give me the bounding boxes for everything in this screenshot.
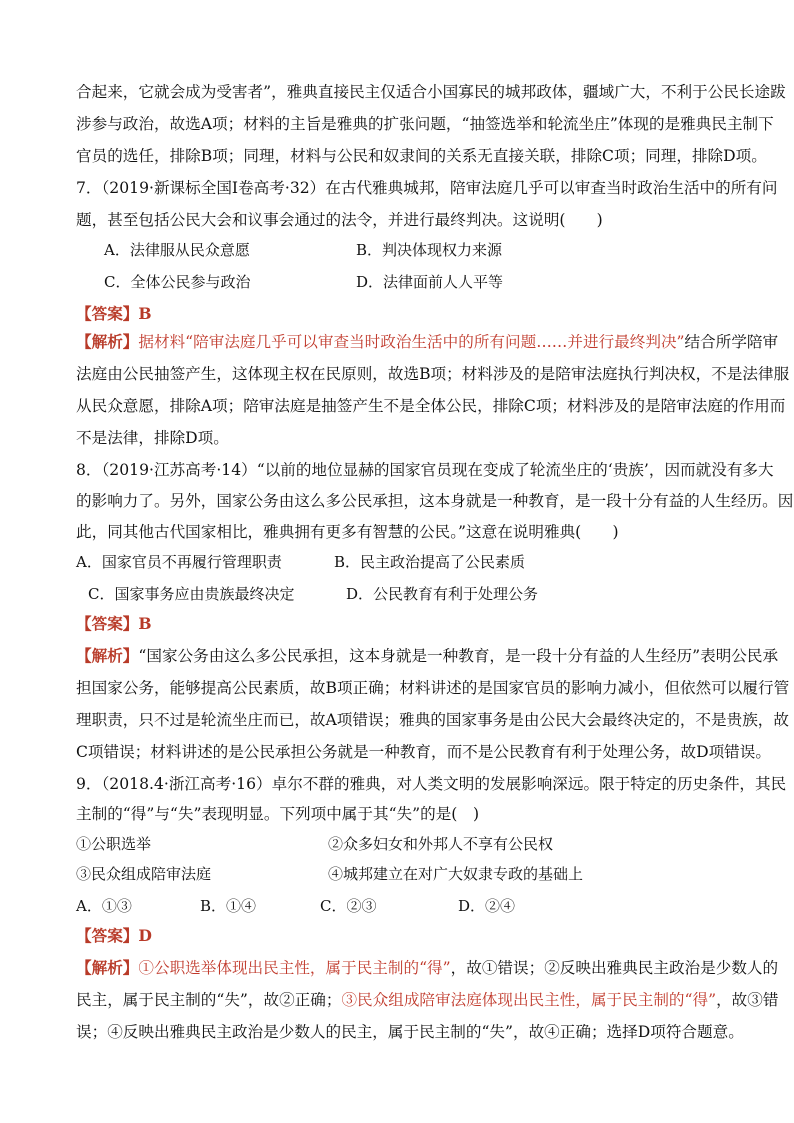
analysis-highlight: ③民众组成陪审法庭体现出民主性，属于民主制的“得” bbox=[341, 991, 717, 1009]
text-line: 合起来，它就会成为受害者”，雅典直接民主仅适合小国寡民的城邦政体，疆域广大，不利于公民长途跋 bbox=[76, 83, 786, 101]
analysis-text: ，故①错误；②反映出雅典民主政治是少数人的 bbox=[450, 959, 779, 977]
answer-value: D bbox=[138, 926, 152, 945]
analysis-line: C项错误；材料讲述的是公民承担公务就是一种教育，而不是公民教育有利于处理公务，故D项错误。 bbox=[76, 743, 771, 761]
question-8-stem: 此，同其他古代国家相比，雅典拥有更多有智慧的公民。”这意在说明雅典( ) bbox=[76, 523, 619, 541]
statement-item: ③民众组成陪审法庭 bbox=[76, 865, 212, 883]
analysis-line: 法庭由公民抽签产生，这体现主权在民原则，故选B项；材料涉及的是陪审法庭执行判决权，不是法律服 bbox=[76, 365, 790, 383]
answer-value: B bbox=[138, 304, 152, 323]
analysis-quote: 据材料“陪审法庭几乎可以审查当时政治生活中的所有问题……并进行最终判决” bbox=[138, 333, 685, 351]
statement-item: ④城邦建立在对广大奴隶专政的基础上 bbox=[328, 865, 584, 883]
analysis-line bbox=[76, 990, 778, 1010]
analysis-line bbox=[76, 646, 778, 666]
analysis-line bbox=[76, 332, 778, 352]
question-7-stem: 7．（2019·新课标全国Ⅰ卷高考·32）在古代雅典城邦，陪审法庭几乎可以审查当时政治生活中的所有问 bbox=[76, 179, 778, 197]
answer-line bbox=[76, 614, 152, 634]
statement-item: ①公职选举 bbox=[76, 835, 152, 853]
analysis-text: ，故③错 bbox=[716, 991, 779, 1009]
analysis-line bbox=[76, 958, 778, 978]
option-d: D．②④ bbox=[458, 897, 516, 915]
option-b: B．判决体现权力来源 bbox=[356, 241, 503, 259]
analysis-text: 结合所学陪审 bbox=[684, 333, 779, 351]
analysis-label: 【解析】 bbox=[76, 958, 139, 977]
option-c: C．国家事务应由贵族最终决定 bbox=[88, 585, 295, 603]
answer-label: 【答案】 bbox=[76, 926, 139, 945]
option-d: D．法律面前人人平等 bbox=[356, 273, 504, 291]
analysis-text: 民主，属于民主制的“失”，故②正确； bbox=[76, 991, 342, 1009]
answer-label: 【答案】 bbox=[76, 614, 139, 633]
question-8-stem: 的影响力了。另外，国家公务由这么多公民承担，这本身就是一种教育，是一段十分有益的人生经历。因 bbox=[76, 492, 794, 510]
option-b: B．①④ bbox=[200, 897, 257, 915]
answer-value: B bbox=[138, 614, 152, 633]
answer-line bbox=[76, 926, 152, 946]
analysis-label: 【解析】 bbox=[76, 646, 139, 665]
option-a: A．国家官员不再履行管理职责 bbox=[76, 553, 282, 571]
question-7-stem: 题，甚至包括公民大会和议事会通过的法令，并进行最终判决。这说明( ) bbox=[76, 211, 603, 229]
text-line: 官员的选任，排除B项；同理，材料与公民和奴隶间的关系无直接关联，排除C项；同理，排除D项。 bbox=[76, 147, 767, 165]
option-a: A．法律服从民众意愿 bbox=[104, 241, 250, 259]
analysis-line: 误；④反映出雅典民主政治是少数人的民主，属于民主制的“失”，故④正确；选择D项符合题意。 bbox=[76, 1023, 744, 1041]
analysis-label: 【解析】 bbox=[76, 332, 139, 351]
question-8-stem: 8．（2019·江苏高考·14）“以前的地位显赫的国家官员现在变成了轮流坐庄的‘贵族’，因而就没有多大 bbox=[76, 461, 774, 479]
statement-item: ②众多妇女和外邦人不享有公民权 bbox=[328, 835, 554, 853]
analysis-line: 从民众意愿，排除A项；陪审法庭是抽签产生不是全体公民，排除C项；材料涉及的是陪审法庭的作用而 bbox=[76, 397, 786, 415]
text-line: 涉参与政治，故选A项；材料的主旨是雅典的扩张问题，“抽签选举和轮流坐庄”体现的是雅典民主制下 bbox=[76, 115, 774, 133]
analysis-line: 不是法律，排除D项。 bbox=[76, 429, 229, 447]
question-9-stem: 9．（2018.4·浙江高考·16）卓尔不群的雅典，对人类文明的发展影响深远。限于特定的历史条件，其民 bbox=[76, 775, 787, 793]
option-b: B．民主政治提高了公民素质 bbox=[334, 553, 526, 571]
option-d: D．公民教育有利于处理公务 bbox=[346, 585, 539, 603]
answer-label: 【答案】 bbox=[76, 304, 139, 323]
answer-line bbox=[76, 304, 152, 324]
analysis-text: “国家公务由这么多公民承担，这本身就是一种教育，是一段十分有益的人生经历”表明公民承 bbox=[138, 647, 779, 665]
option-a: A．①③ bbox=[76, 897, 132, 915]
option-c: C．②③ bbox=[320, 897, 377, 915]
analysis-line: 担国家公务，能够提高公民素质，故B项正确；材料讲述的是国家官员的影响力减小，但依然可以履行管 bbox=[76, 679, 790, 697]
analysis-highlight: ①公职选举体现出民主性，属于民主制的“得” bbox=[138, 959, 451, 977]
question-9-stem: 主制的“得”与“失”表现明显。下列项中属于其“失”的是( ) bbox=[76, 805, 480, 823]
option-c: C．全体公民参与政治 bbox=[104, 273, 251, 291]
analysis-line: 理职责，只不过是轮流坐庄而已，故A项错误；雅典的国家事务是由公民大会最终决定的，不是贵族，故 bbox=[76, 711, 789, 729]
